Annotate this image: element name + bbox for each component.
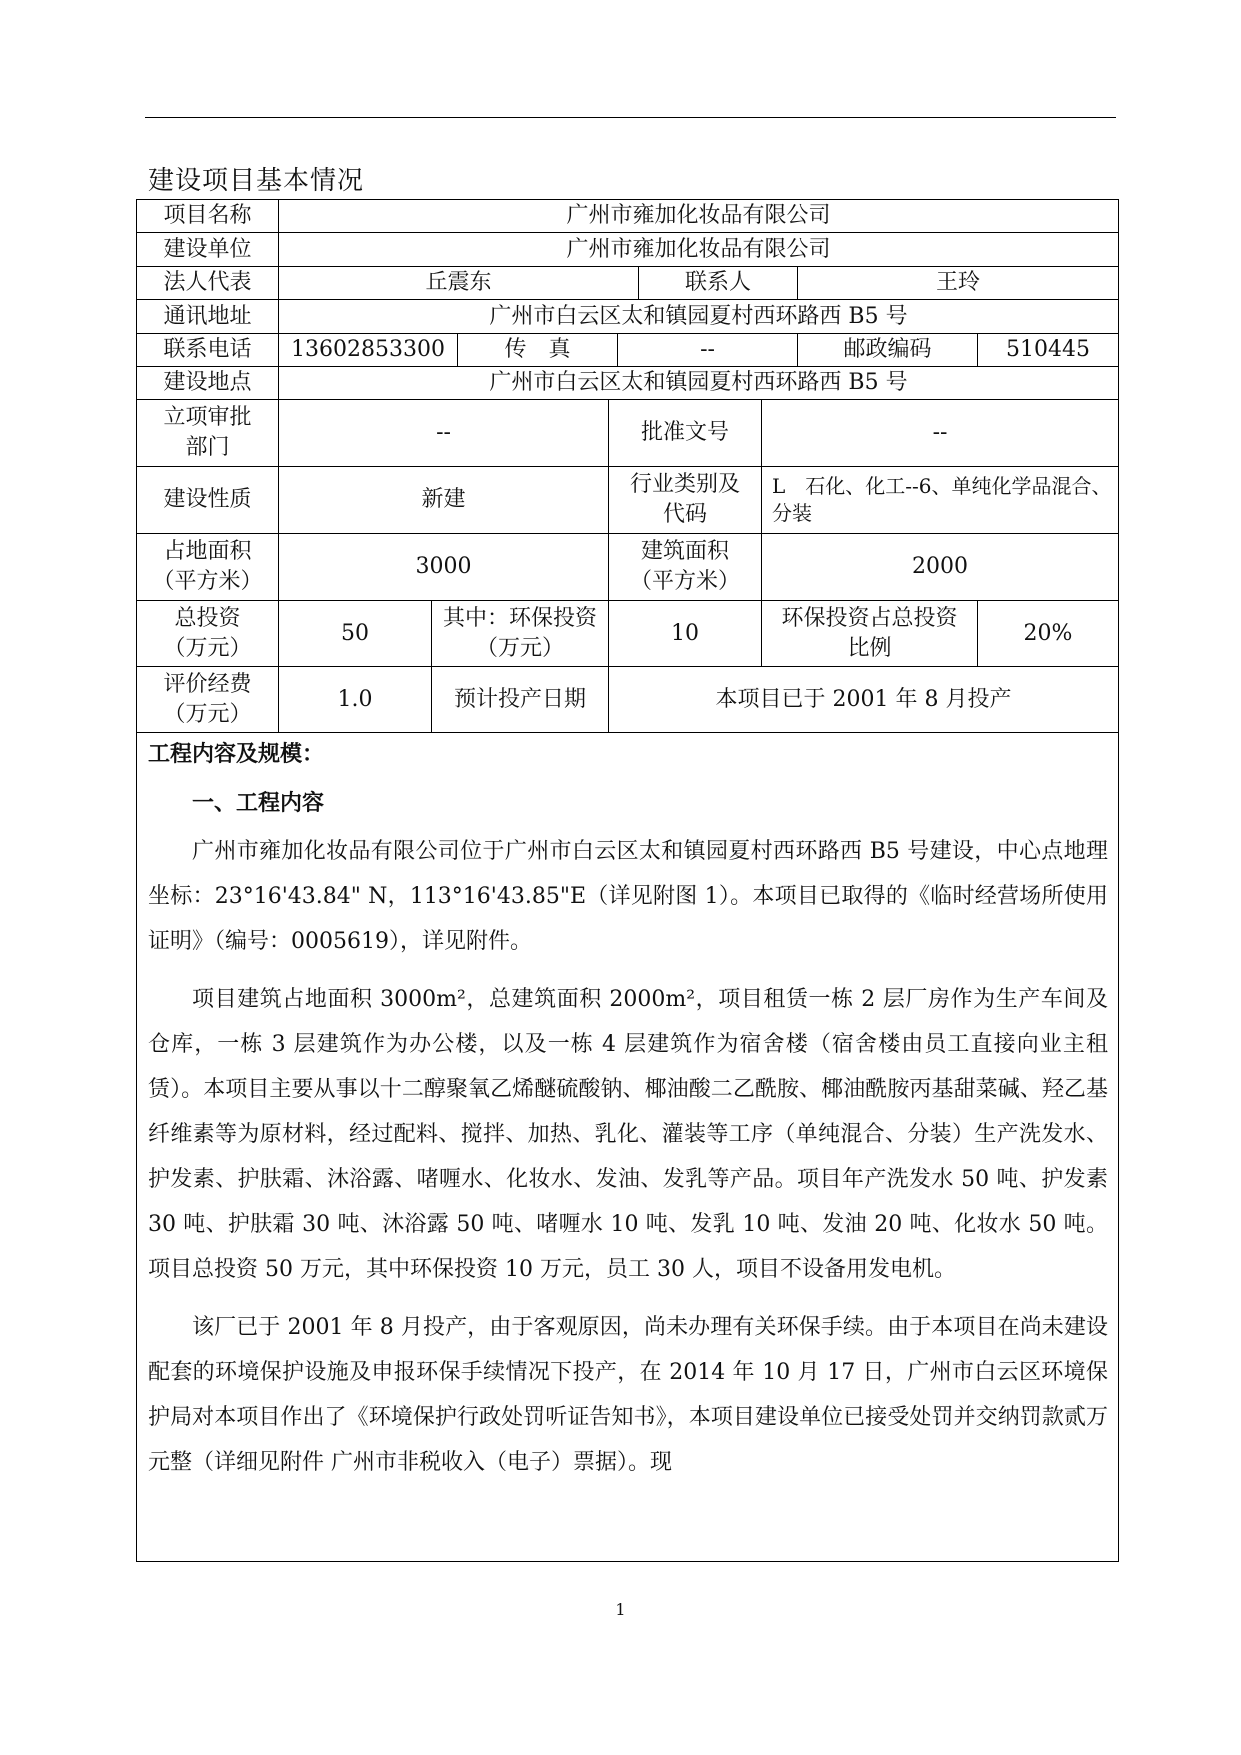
industry-value: L 石化、化工--6、单纯化学品混合、分装: [762, 467, 1118, 534]
approval-doc-value: --: [762, 400, 1118, 467]
nature-value: 新建: [279, 467, 609, 534]
content-subheading: 一、工程内容: [192, 791, 325, 816]
phone-label: 联系电话: [137, 334, 279, 367]
section-title: 建设项目基本情况: [148, 166, 365, 196]
legal-rep-label: 法人代表: [137, 267, 279, 300]
env-ratio-value: 20%: [978, 601, 1118, 667]
content-heading: 工程内容及规模：: [148, 742, 325, 767]
builder-label: 建设单位: [137, 233, 279, 267]
content-paragraph: 项目建筑占地面积 3000m²，总建筑面积 2000m²，项目租赁一栋 2 层厂房作为生产车间及仓库，一栋 3 层建筑作为办公楼，以及一栋 4 层建筑作为宿舍楼（宿舍楼由员工直接向业主租赁）。本项目主要从事以十二醇聚氧乙烯醚硫酸钠、椰油酸二乙酰胺、椰油酰胺丙基甜菜碱、羟乙基纤维素等为原材料，经过配料、搅拌、加热、乳化、灌装等工序（单纯混合、分装）生产洗发水、护发素、护肤霜、沐浴露、啫喱水、化妆水、发油、发乳等产品。项目年产洗发水 50 吨、护发素 30 吨、护肤霜 30 吨、沐浴露 50 吨、啫喱水 10 吨、发乳 10 吨、发油 20 吨、化妆水 50 吨。项目总投资 50 万元，其中环保投资 10 万元，员工 30 人，项目不设备用发电机。: [148, 987, 1108, 1282]
prod-date-value: 本项目已于 2001 年 8 月投产: [609, 667, 1118, 733]
site-value: 广州市白云区太和镇园夏村西环路西 B5 号: [279, 367, 1118, 400]
fax-value: --: [618, 334, 798, 367]
approval-dept-label: 立项审批部门: [137, 400, 279, 467]
env-ratio-label: 环保投资占总投资比例: [762, 601, 978, 667]
project-name-label: 项目名称: [137, 200, 279, 233]
header-rule: [145, 117, 1116, 118]
approval-dept-value: --: [279, 400, 609, 467]
industry-label: 行业类别及代码: [609, 467, 762, 534]
total-invest-value: 50: [279, 601, 432, 667]
postcode-value: 510445: [978, 334, 1118, 367]
approval-doc-label: 批准文号: [609, 400, 762, 467]
builder-value: 广州市雍加化妆品有限公司: [279, 233, 1118, 267]
project-name-value: 广州市雍加化妆品有限公司: [279, 200, 1118, 233]
project-content: [148, 737, 1108, 1498]
env-invest-value: 10: [609, 601, 762, 667]
floor-area-label: 建筑面积（平方米）: [609, 534, 762, 601]
address-value: 广州市白云区太和镇园夏村西环路西 B5 号: [279, 300, 1118, 334]
address-label: 通讯地址: [137, 300, 279, 334]
site-label: 建设地点: [137, 367, 279, 400]
eval-fee-value: 1.0: [279, 667, 432, 733]
floor-area-value: 2000: [762, 534, 1118, 601]
eval-fee-label: 评价经费（万元）: [137, 667, 279, 733]
contact-value: 王玲: [798, 267, 1118, 300]
prod-date-label: 预计投产日期: [432, 667, 609, 733]
content-paragraph: 广州市雍加化妆品有限公司位于广州市白云区太和镇园夏村西环路西 B5 号建设，中心点地理坐标：23°16'43.84" N，113°16'43.85"E（详见附图 1）。本项目已取得的《临时经营场所使用证明》（编号：0005619），详见附件。: [148, 839, 1108, 954]
postcode-label: 邮政编码: [798, 334, 978, 367]
land-area-label: 占地面积（平方米）: [137, 534, 279, 601]
env-invest-label: 其中：环保投资（万元）: [432, 601, 609, 667]
content-paragraph: 该厂已于 2001 年 8 月投产，由于客观原因，尚未办理有关环保手续。由于本项目在尚未建设配套的环境保护设施及申报环保手续情况下投产，在 2014 年 10 月 17 日，广州市白云区环境保护局对本项目作出了《环境保护行政处罚听证告知书》，本项目建设单位已接受处罚并交纳罚款贰万元整（详细见附件 广州市非税收入（电子）票据）。现: [148, 1315, 1108, 1475]
nature-label: 建设性质: [137, 467, 279, 534]
total-invest-label: 总投资（万元）: [137, 601, 279, 667]
contact-label: 联系人: [639, 267, 798, 300]
phone-value: 13602853300: [279, 334, 458, 367]
legal-rep-value: 丘震东: [279, 267, 639, 300]
page-number: 1: [615, 1600, 626, 1619]
land-area-value: 3000: [279, 534, 609, 601]
fax-label: 传 真: [458, 334, 618, 367]
